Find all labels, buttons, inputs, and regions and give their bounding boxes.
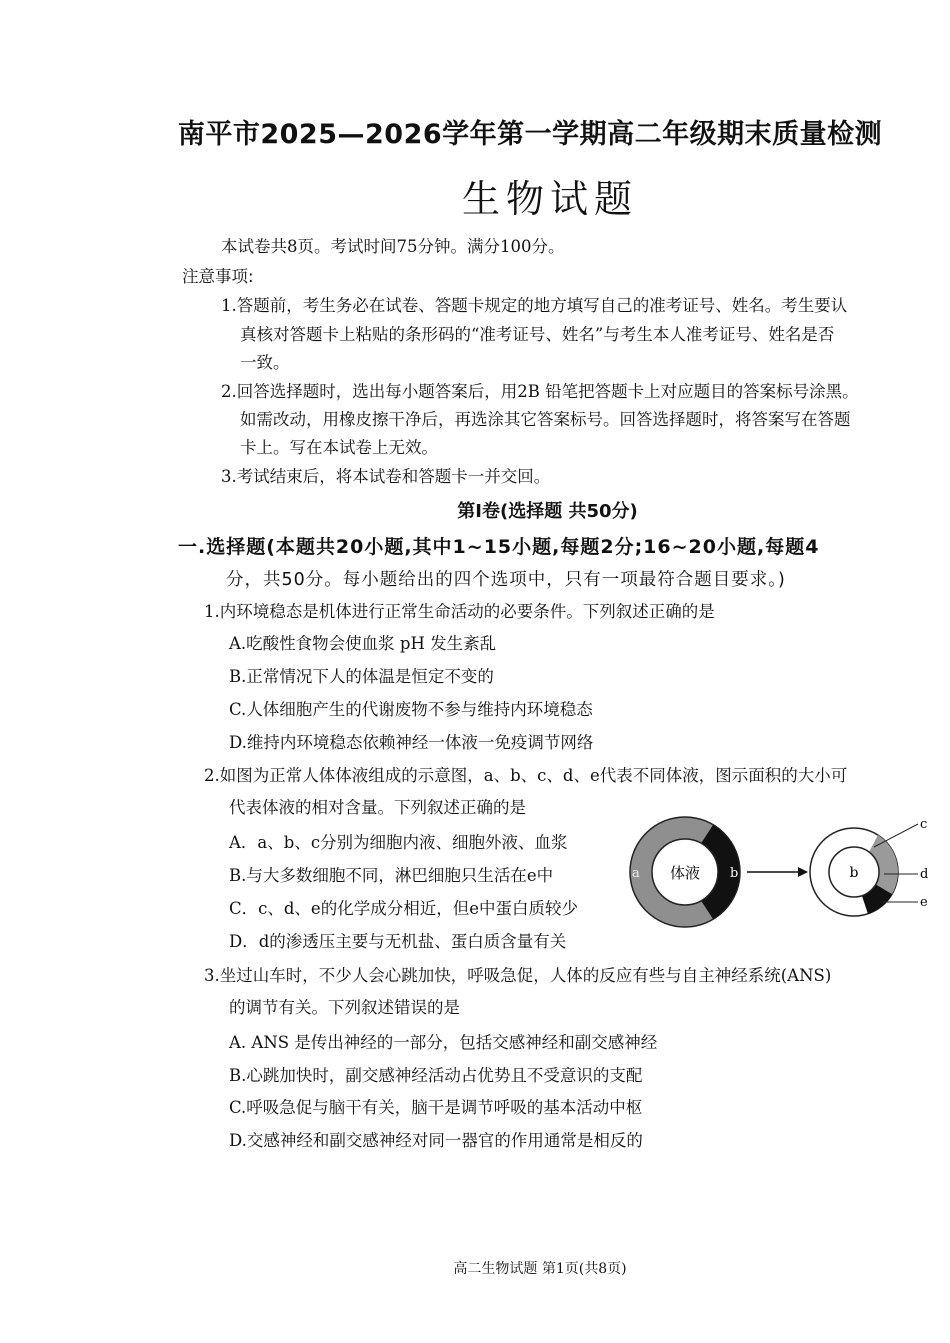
exam-subtitle: 生物试题	[461, 177, 638, 221]
notice-line: 2.回答选择题时，选出每小题答案后，用2B 铅笔把答题卡上对应题目的答案标号涂黑。	[221, 382, 859, 401]
question-stem-cont: 代表体液的相对含量。下列叙述正确的是	[229, 798, 526, 817]
option-b: B.心跳加快时，副交感神经活动占优势且不受意识的支配	[229, 1066, 643, 1085]
leader-c	[874, 824, 918, 847]
label-c: c	[920, 817, 928, 832]
notice-line: 1.答题前，考生务必在试卷、答题卡规定的地方填写自己的准考证号、姓名。考生要认	[221, 296, 848, 315]
exam-intro: 本试卷共8页。考试时间75分钟。满分100分。	[221, 237, 565, 256]
notice-line: 真核对答题卡上粘贴的条形码的“准考证号、姓名”与考生本人准考证号、姓名是否	[240, 325, 835, 344]
question-stem: 3.坐过山车时，不少人会心跳加快，呼吸急促，人体的反应有些与自主神经系统(ANS)	[204, 966, 832, 985]
question-stem: 1.内环境稳态是机体进行正常生命活动的必要条件。下列叙述正确的是	[204, 602, 715, 621]
section-heading-cont: 分，共50分。每小题给出的四个选项中，只有一项最符合题目要求。)	[226, 570, 786, 590]
label-d: d	[920, 867, 929, 882]
question-stem-cont: 的调节有关。下列叙述错误的是	[229, 998, 460, 1017]
notice-line: 3.考试结束后，将本试卷和答题卡一并交回。	[221, 467, 551, 486]
notice-line: 卡上。写在本试卷上无效。	[240, 438, 438, 457]
page-footer: 高二生物试题 第1页(共8页)	[453, 1261, 627, 1277]
option-d: D.维持内环境稳态依赖神经一体液一免疫调节网络	[229, 733, 594, 752]
option-b: B.正常情况下人的体温是恒定不变的	[229, 667, 494, 686]
label-e: e	[920, 895, 928, 910]
notice-heading: 注意事项:	[182, 267, 254, 286]
option-a: A．a、b、c分别为细胞内液、细胞外液、血浆	[229, 833, 568, 852]
right-center-label: b	[849, 865, 859, 881]
label-b: b	[730, 866, 739, 881]
option-b: B.与大多数细胞不同，淋巴细胞只生活在e中	[229, 866, 554, 885]
label-a: a	[632, 866, 640, 881]
option-a: A.吃酸性食物会使血浆 pH 发生紊乱	[229, 634, 497, 653]
option-c: C.人体细胞产生的代谢废物不参与维持内环境稳态	[229, 700, 593, 719]
option-a: A. ANS 是传出神经的一部分，包括交感神经和副交感神经	[229, 1033, 658, 1052]
section-heading: 一.选择题(本题共20小题,其中1~15小题,每题2分;16~20小题,每题4	[178, 536, 820, 558]
option-d: D．d的渗透压主要与无机盐、蛋白质含量有关	[229, 932, 567, 951]
option-c: C．c、d、e的化学成分相近，但e中蛋白质较少	[229, 899, 578, 918]
left-center-label: 体液	[669, 864, 701, 882]
question-stem: 2.如图为正常人体体液组成的示意图，a、b、c、d、e代表不同体液，图示面积的大小可	[204, 766, 848, 785]
exam-title: 南平市2025—2026学年第一学期高二年级期末质量检测	[177, 119, 883, 150]
body-fluid-diagram	[622, 812, 937, 932]
notice-line: 一致。	[240, 353, 290, 372]
option-d: D.交感神经和副交感神经对同一器官的作用通常是相反的	[229, 1131, 643, 1150]
option-c: C.呼吸急促与脑干有关，脑干是调节呼吸的基本活动中枢	[229, 1098, 643, 1117]
arrow-head	[798, 867, 808, 877]
part-title: 第Ⅰ卷(选择题 共50分)	[457, 501, 638, 522]
notice-line: 如需改动，用橡皮擦干净后，再选涂其它答案标号。回答选择题时，将答案写在答题	[240, 410, 851, 429]
